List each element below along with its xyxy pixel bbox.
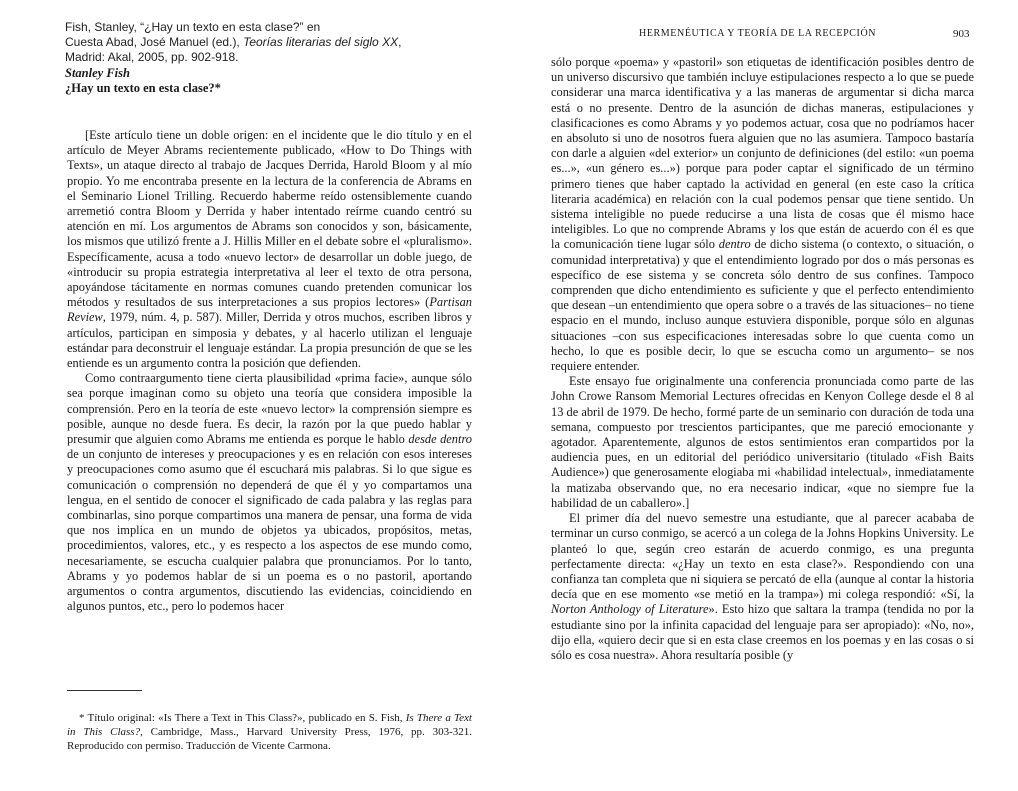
text-run: sólo porque «poema» y «pastoril» son etiquetas de identificación posibles dentro de un universo discursivo que también incluye estipulaciones respecto a lo que se puede considerar una marca identificativa y a las maneras de argumentar si dicha marca está o no presente. Dentro de la asunción de dichas maneras, estipulaciones y clasificaciones es como Abrams y yo podemos actuar, cosa que no podríamos hacer en absoluto si uno de nosotros fuera alguien que no las asumiera. Tampoco bastaría con darle a alguien «del exterior» un conjunto de definiciones (del estilo: «un poema es...», «un género es...») porque para poder captar el significado de un término primero tienes que haber captado la actividad en general (en este caso la crítica literaria académica) en relación con la cual podemos pensar que tiene sentido. Un sistema inteligible no puede reducirse a una lista de cosas que él mismo hace inteligibles. Lo que no comprende Abrams y los que están de acuerdo con él es que la comunicación tiene lugar sólo	[551, 55, 974, 252]
text-run: de un conjunto de intereses y preocupaciones y es en relación con esos intereses y preocupaciones como asumo que él escuchará mis palabras. Si lo que sigue es comunicación o comprensión no dependerá de que él y yo compartamos una lengua, en el sentido de conocer el significado de cada palabra y las reglas para combinarlas, sino porque compartimos una manera de pensar, una forma de vida que nos implica en un mundo de objetos ya ubicados, propósitos, metas, procedimientos, valores, etc., y es respecto a los aspectos de ese mundo como, necesariamente, se escucha cualquier palabra que pronunciamos. Por lo tanto, Abrams y yo podemos hablar de si un poema es o no pastoril, aportando argumentos o contra argumentos, discutiendo las evidencias, coincidiendo en algunos puntos, etc., pero lo podemos hacer	[67, 447, 472, 614]
left-text-column	[67, 128, 472, 615]
italic-run: desde dentro	[408, 432, 473, 447]
paragraph	[551, 55, 974, 374]
text-run: de dicho sistema (o contexto, o situación, o comunidad interpretativa) y que el entendimiento logrado por dos o más personas es específico de ese sistema y se concreta sólo dentro de sus confines. Tampoco comprenden que dicho entendimiento es suficiente y que el perfecto entendimiento que desean –un entendimiento que opera sobre o a través de las situaciones– no tiene espacio en el mundo, incluso aunque estuviera disponible, porque sólo en algunas situaciones –con sus especificaciones interesadas sobre lo que cuenta como un hecho, lo que es posible decir, lo que se escucha como un argumento– se nos requiere entender.	[551, 237, 974, 374]
paragraph: Este ensayo fue originalmente una conferencia pronunciada como parte de las John Crowe Ransom Memorial Lectures ofrecidas en Kenyon College desde el 8 al 13 de abril de 1979. De hecho, formé parte de un seminario con duración de toda una semana, compuesto por trescientos participantes, que me pareció emocionante y agotador. Aparentemente, algunos de estos sentimientos eran compartidos por la audiencia pues, en un editorial del periódico universitario (titulado «Fish Baits Audience») que generosamente elogiaba mi «habilidad intelectual», inmediatamente la matizaba observando que, no era necesario indicar, «que no siempre fue la habilidad de un caballero».]	[551, 374, 974, 510]
text-run: , Cambridge, Mass., Harvard University Press, 1976, pp. 303-321. Reproducido con permiso. Traducción de Vicente Carmona.	[67, 726, 472, 752]
text-run: ». Esto hizo que saltara la trampa (tendida no por la estudiante sino por la infinita capacidad del lenguaje para ser apropiado): «No, no», dijo ella, «quiero decir que si en esta clase creemos en los poemas y en las cosas o si sólo es cosa nuestra». Ahora resultaría posible (y	[551, 602, 974, 662]
paragraph	[67, 128, 472, 371]
italic-run: Is There a Text in This Class?	[67, 712, 472, 738]
running-head: HERMENÉUTICA Y TEORÍA DE LA RECEPCIÓN	[639, 28, 877, 39]
footnote-text	[67, 711, 472, 753]
page-number: 903	[953, 28, 970, 40]
citation-book-title: Teorías literarias del siglo XX	[243, 35, 399, 49]
text-run: El primer día del nuevo semestre una estudiante, que al parecer acababa de terminar un curso conmigo, se acercó a un colega de la Johns Hopkins University. Le planteó lo que, según creo estarán de acuerdo conmigo, es una pregunta perfectamente directa: «¿Hay un texto en esta clase?». Respondiendo con una confianza tan completa que ni siquiera se percató de ella (aunque al contar la historia decía que en ese momento «se metió en la trampa») mi colega respondió: «Sí, la	[551, 511, 974, 602]
text-run: * Título original: «Is There a Text in This Class?», publicado en S. Fish,	[79, 712, 406, 724]
citation-line-3: Madrid: Akal, 2005, pp. 902-918.	[65, 50, 239, 64]
footnote-divider	[67, 690, 142, 691]
source-citation	[65, 20, 405, 65]
right-text-column	[551, 55, 974, 663]
citation-editor: Cuesta Abad, José Manuel (ed.),	[65, 35, 244, 49]
footnote	[67, 711, 472, 753]
text-run: [Este artículo tiene un doble origen: en el incidente que le dio título y en el artículo de Meyer Abrams recientemente publicado, «How to Do Things with Texts», un ataque directo al trabajo de Jacques Derrida, Harold Bloom y al mío propio. Yo me encontraba presente en la lectura de la conferencia de Abrams en el Seminario Lionel Trilling. Recuerdo haberme reído ostensiblemente cuando arremetió contra Bloom y Derrida y haber intentado reírme cuando centró su atención en mí. Los argumentos de Abrams son conocidos y son, básicamente, los mismos que utilizó frente a J. Hillis Miller en el debate sobre el «pluralismo». Específicamente, acusa a todo «nuevo lector» de desarrollar un doble juego, de «introducir su propia estrategia interpretativa al leer el texto de otra persona, apoyándose tácitamente en normas comunes cuando pretenden comunicar los métodos y resultados de sus interpretaciones a sus propios lectores» (	[67, 128, 472, 310]
text-run: Como contraargumento tiene cierta plausibilidad «prima facie», aunque sólo sea porque imaginan como su objeto una teoría que considera imposible la comprensión. Pero en la teoría de este «nuevo lector» la comprensión siempre es posible, aunque no desde fuera. Es decir, la razón por la que puedo hablar y presumir que alguien como Abrams me entienda es porque le hablo	[67, 371, 472, 447]
paragraph	[551, 511, 974, 663]
author-name: Stanley Fish	[65, 66, 130, 80]
right-page	[509, 0, 1018, 791]
italic-run: Norton Anthology of Literature	[551, 602, 709, 617]
italic-run: dentro	[718, 237, 751, 252]
citation-comma: ,	[398, 35, 402, 49]
article-title: ¿Hay un texto en esta clase?*	[65, 81, 221, 95]
italic-run: Partisan Review	[67, 295, 472, 325]
citation-line-1: Fish, Stanley, “¿Hay un texto en esta clase?” en	[65, 20, 321, 34]
text-run: , 1979, núm. 4, p. 587). Miller, Derrida y otros muchos, escriben libros y artículos, participan en simposia y debates, y al hacerlo utilizan el lenguaje estándar para deconstruir el lenguaje estándar. La propia presunción de que se les entiende es un argumento contra la posición que defienden.	[67, 310, 472, 371]
citation-line-2	[65, 35, 405, 50]
paragraph	[67, 371, 472, 614]
